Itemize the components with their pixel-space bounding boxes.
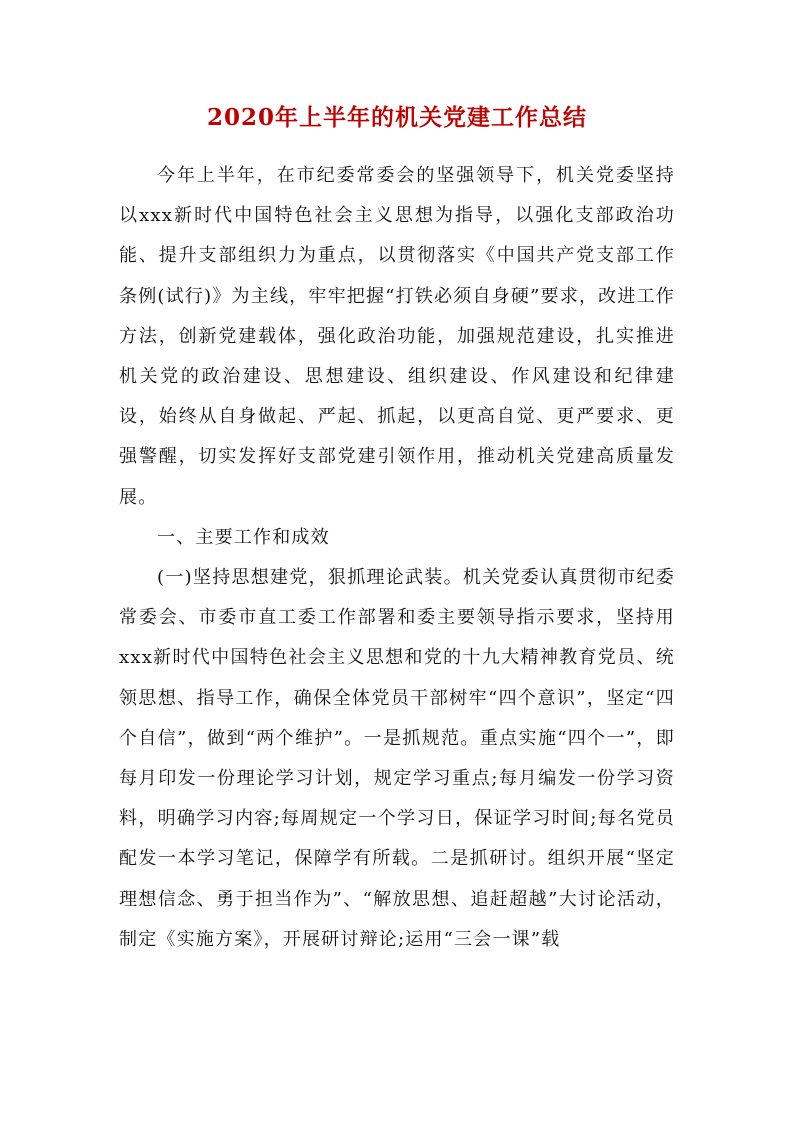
section-paragraph: (一)坚持思想建党，狠抓理论武装。机关党委认真贯彻市纪委常委会、市委市直工委工作部署和委主要领导指示要求，坚持用xxx新时代中国特色社会主义思想和党的十九大精神教育党员、统领思想、指导工作，确保全体党员干部树牢“四个意识”，坚定“四个自信”，做到“两个维护”。一是抓规范。重点实施“四个一”，即每月印发一份理论学习计划，规定学习重点;每月编发一份学习资料，明确学习内容;每周规定一个学习日，保证学习时间;每名党员配发一本学习笔记，保障学有所载。二是抓研讨。组织开展“坚定理想信念、勇于担当作为”、“解放思想、追赶超越”大讨论活动，制定《实施方案》，开展研讨辩论;运用“三会一课”载 [119,567,675,950]
intro-paragraph: 今年上半年，在市纪委常委会的坚强领导下，机关党委坚持以xxx新时代中国特色社会主义思想为指导，以强化支部政治功能、提升支部组织力为重点，以贯彻落实《中国共产党支部工作条例(试行)》为主线，牢牢把握“打铁必须自身硬”要求，改进工作方法，创新党建载体，强化政治功能，加强规范建设，扎实推进机关党的政治建设、思想建设、组织建设、作风建设和纪律建设，始终从自身做起、严起、抓起，以更高自觉、更严要求、更强警醒，切实发挥好支部党建引领作用，推动机关党建高质量发展。 [119,165,675,508]
document-title: 2020年上半年的机关党建工作总结 [206,104,587,131]
document-body [119,156,675,960]
section-heading: 一、主要工作和成效 [157,526,330,548]
